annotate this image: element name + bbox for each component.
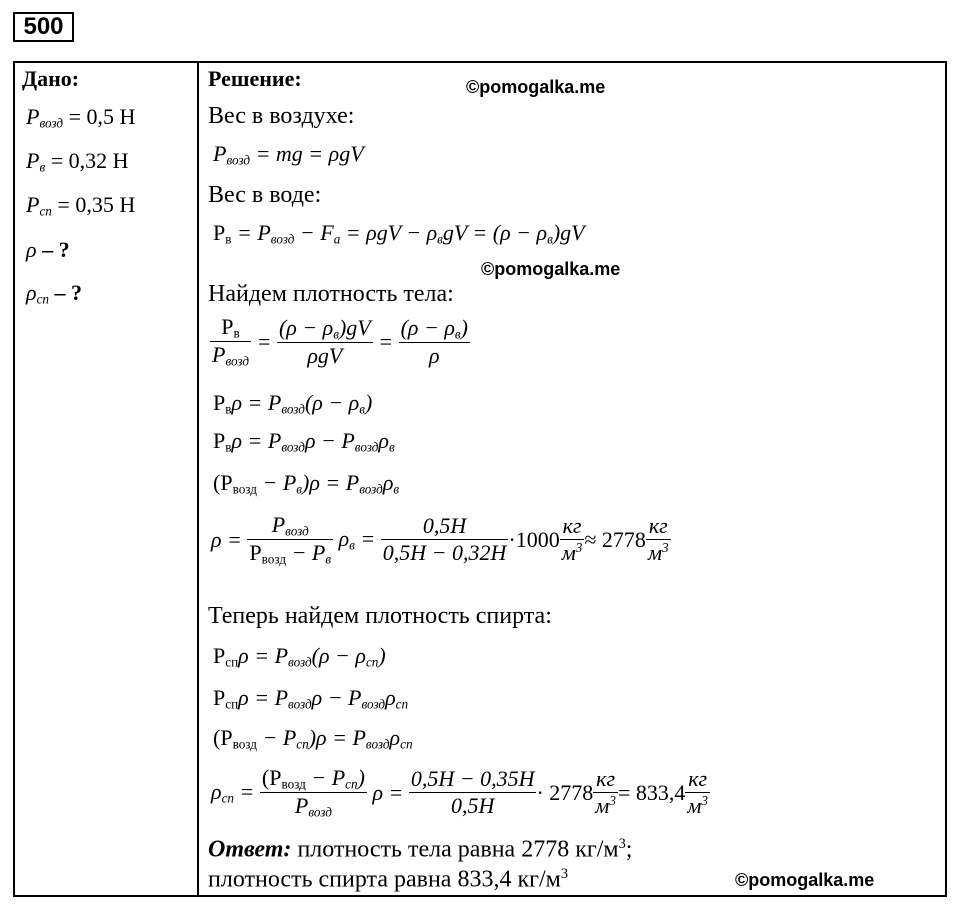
given-item: ρ – ? <box>26 237 70 262</box>
watermark: ©pomogalka.me <box>735 870 875 890</box>
formula-spirit-result: $\rho_{сп}$ = $\frac{(Р_{возд} - P_{сп})}{P_{возд}}$ ρ = $\frac{0,5Н - 0,35Н}{0,5Н}$ · 2778 $\frac{кг}{м^3}$ = 833,4 $\frac{кг}{м^3}$ <box>211 765 708 820</box>
text-water-weight: Вес в воде: <box>208 182 322 208</box>
formula-step-2: $Р_в\rho = P_{возд}\rho - P_{возд}\rho_в$ <box>213 428 395 455</box>
formula-step-3: $(Р_{возд} - P_в)\rho = P_{возд}\rho_в$ <box>213 470 400 497</box>
formula-air-weight: $P_{возд}$ = mg = ρgV <box>213 141 364 168</box>
watermark: ©pomogalka.me <box>481 259 621 279</box>
formula-ratio: $\frac{Р_в}{P_{возд}}$ = $\frac{(\rho - \rho_в)gV}{\text{ρgV}}$ = $\frac{(\rho - \rho_в)}{\rho}$ <box>212 314 468 369</box>
formula-density-result: ρ = $\frac{P_{возд}}{Р_{возд} - P_в}$ $\rho_в$ = $\frac{0,5Н}{0,5Н - 0,32Н}$ ·1000 $\frac{кг}{м^3}$ ≈ 2778 $\frac{кг}{м^3}$ <box>211 512 669 567</box>
watermark: ©pomogalka.me <box>466 77 606 97</box>
given-item: $P_{сп} = 0,35$ Н <box>26 192 136 219</box>
formula-spirit-step-3: $(Р_{возд} - P_{сп})\rho = P_{возд}\rho_{сп}$ <box>213 725 413 752</box>
solution-header: Решение: <box>208 66 302 91</box>
given-item: $P_в = 0,32$ Н <box>26 148 129 175</box>
formula-water-weight: $Р_в = P_{возд} - F_а = \rho gV - \rho_вgV = (\rho - \rho_в)gV$ <box>213 220 585 247</box>
formula-spirit-step-2: $Р_{сп}\rho = P_{возд}\rho - P_{возд}\rho_{сп}$ <box>213 685 409 712</box>
given-item: $P_{возд} = 0,5$ Н <box>26 104 136 131</box>
given-header: Дано: <box>22 66 80 91</box>
given-item: $\rho_{сп}$ – ? <box>26 280 83 307</box>
text-spirit-density: Теперь найдем плотность спирта: <box>208 603 552 629</box>
answer-line-2: плотность спирта равна 833,4 $кг/м^3$ <box>208 866 569 893</box>
answer-label: Ответ: <box>208 836 292 863</box>
problem-number: 500 <box>13 12 74 42</box>
text-body-density: Найдем плотность тела: <box>208 281 454 307</box>
formula-step-1: $Р_в\rho = P_{возд}(\rho - \rho_в)$ <box>213 390 373 417</box>
column-divider <box>197 61 199 897</box>
formula-spirit-step-1: $Р_{сп}\rho = P_{возд}(\rho - \rho_{сп})$ <box>213 643 386 670</box>
text-air-weight: Вес в воздухе: <box>208 103 355 129</box>
answer-line-1: Ответ: плотность тела равна 2778 $кг/м^3$; <box>208 836 633 863</box>
